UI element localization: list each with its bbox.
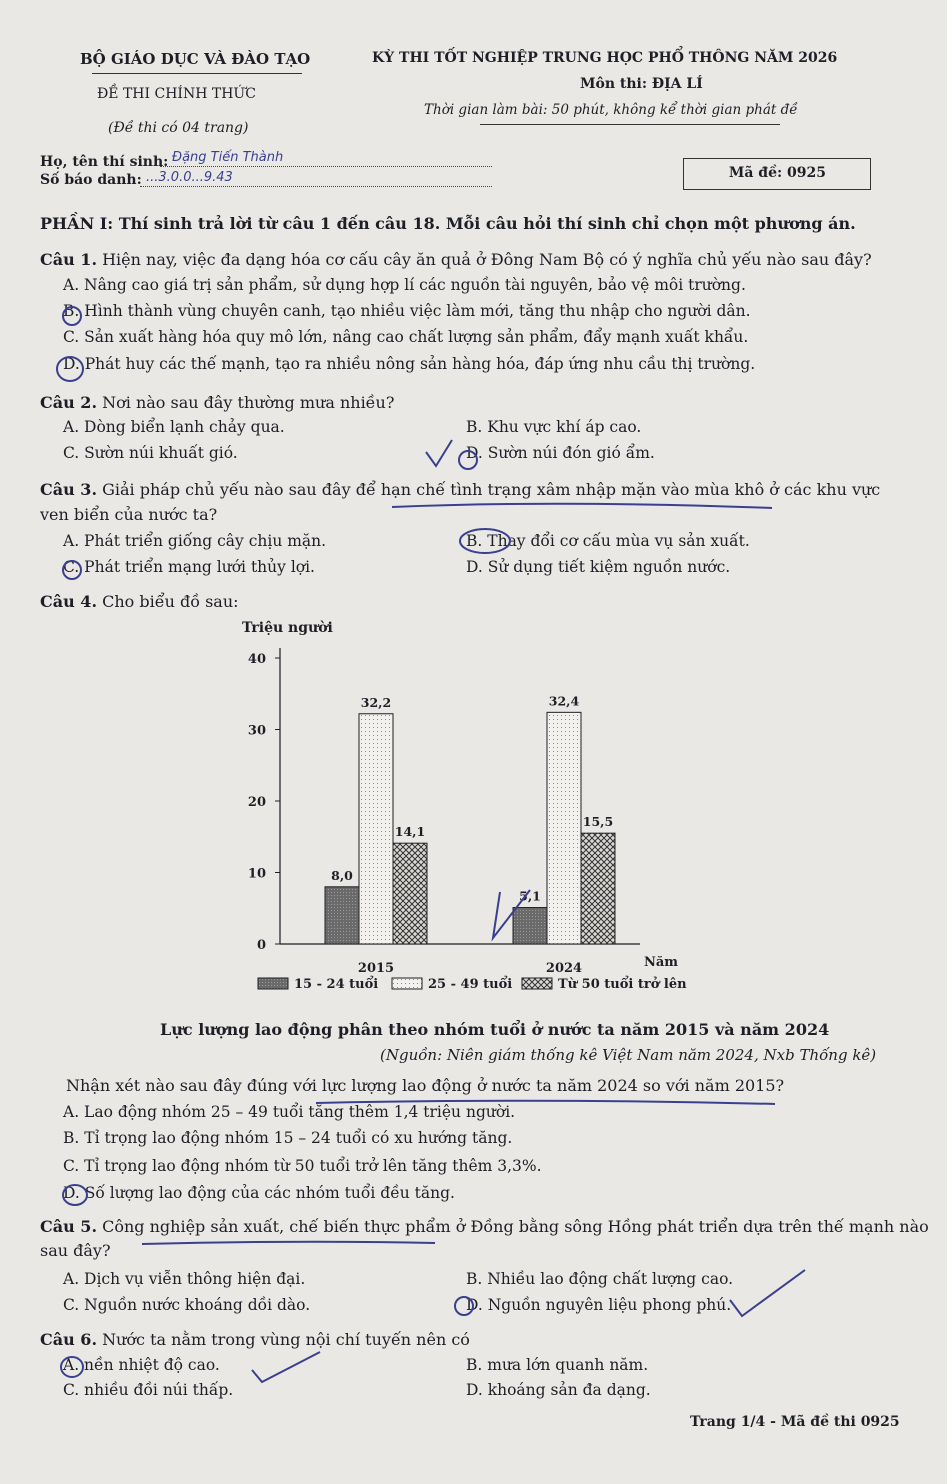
answer-circle-q4d [63,1185,87,1205]
x-tick-label: 2024 [545,961,583,976]
q4-option-a[interactable]: A. Lao động nhóm 25 – 49 tuổi tăng thêm 1,4 triệu người. [63,1103,516,1121]
exam-title: KỲ THI TỐT NGHIỆP TRUNG HỌC PHỔ THÔNG NĂM 2026 [372,50,838,66]
q6-option-a[interactable]: A. nền nhiệt độ cao. [63,1356,220,1374]
q4-option-d[interactable]: D. Số lượng lao động của các nhóm tuổi đều tăng. [63,1184,455,1202]
check-mark-chart [493,890,530,938]
q4-stem: Câu 4. Cho biểu đồ sau: [40,592,239,611]
time-note: Thời gian làm bài: 50 phút, không kể thời gian phát đề [424,102,798,118]
q5-stem-cont: sau đây? [40,1241,111,1260]
part1-heading: PHẦN I: Thí sinh trả lời từ câu 1 đến câu 18. Mỗi câu hỏi thí sinh chỉ chọn một phương án. [40,214,856,233]
q4-option-c[interactable]: C. Tỉ trọng lao động nhóm từ 50 tuổi trở lên tăng thêm 3,3%. [63,1157,542,1175]
name-handwritten: Đặng Tiến Thành [172,150,284,165]
q6-stem: Câu 6. Nước ta nằm trong vùng nội chí tuyến nên có [40,1330,470,1349]
q2-option-c[interactable]: C. Sườn núi khuất gió. [63,444,238,462]
q2-option-a[interactable]: A. Dòng biển lạnh chảy qua. [63,418,285,436]
answer-circle-q5d [455,1297,473,1315]
answer-circle-q3c [63,561,81,579]
q3-option-d[interactable]: D. Sử dụng tiết kiệm nguồn nước. [466,558,731,576]
y-axis-label: Triệu người [242,620,333,636]
y-tick-label: 30 [247,723,266,739]
check-mark-q6 [252,1352,320,1382]
q3-option-a[interactable]: A. Phát triển giống cây chịu mặn. [63,532,327,550]
data-label: 5,1 [519,888,541,904]
q1-option-d[interactable]: D. Phát huy các thế mạnh, tạo ra nhiều nông sản hàng hóa, đáp ứng nhu cầu thị trường. [63,355,756,373]
q2-option-b[interactable]: B. Khu vực khí áp cao. [466,418,642,436]
sbd-handwritten: ...3.0.0...9.43 [146,170,233,185]
q5-option-b[interactable]: B. Nhiều lao động chất lượng cao. [466,1270,734,1288]
answer-circle-q1d [57,357,83,381]
q6-option-c[interactable]: C. nhiều đồi núi thấp. [63,1381,234,1399]
chart-caption: Lực lượng lao động phân theo nhóm tuổi ở nước ta năm 2015 và năm 2024 [160,1020,830,1039]
data-label: 32,4 [548,693,580,709]
q6-option-d[interactable]: D. khoáng sản đa dạng. [466,1381,651,1399]
page-footer: Trang 1/4 - Mã đề thi 0925 [690,1414,900,1430]
data-label: 32,2 [360,694,392,710]
x-axis-label: Năm [644,955,679,970]
q1-option-a[interactable]: A. Nâng cao giá trị sản phẩm, sử dụng hợp lí các nguồn tài nguyên, bảo vệ môi trường. [63,276,746,294]
data-label: 8,0 [331,867,353,883]
answer-circle-q3b [460,529,510,553]
answer-circle-q6a [61,1357,83,1377]
y-tick-label: 20 [247,795,266,810]
legend-label: 15 - 24 tuổi [294,977,379,992]
q2-option-d[interactable]: D. Sườn núi đón gió ẩm. [466,444,655,462]
pages-note: (Đề thi có 04 trang) [108,120,249,136]
x-tick-label: 2015 [357,961,395,976]
q3-option-c[interactable]: C. Phát triển mạng lưới thủy lợi. [63,558,315,576]
check-mark-q5 [730,1270,805,1316]
underline-q4 [316,1101,775,1104]
data-label: 14,1 [394,824,426,840]
legend-label: 25 - 49 tuổi [428,977,513,992]
q5-stem: Câu 5. Công nghiệp sản xuất, chế biến thực phẩm ở Đồng bằng sông Hồng phát triển dựa trên thế mạnh nào [40,1217,929,1236]
q5-option-c[interactable]: C. Nguồn nước khoáng dồi dào. [63,1296,311,1314]
data-label: 15,5 [582,814,614,830]
name-label: Họ, tên thí sinh: [40,154,169,170]
q1-option-c[interactable]: C. Sản xuất hàng hóa quy mô lớn, nâng cao chất lượng sản phẩm, đẩy mạnh xuất khẩu. [63,328,749,346]
q3-stem-cont: ven biển của nước ta? [40,505,218,524]
q6-option-b[interactable]: B. mưa lớn quanh năm. [466,1356,649,1374]
subject: Môn thi: ĐỊA LÍ [580,76,703,92]
y-tick-label: 10 [247,866,266,882]
official-label: ĐỀ THI CHÍNH THỨC [97,86,256,102]
q2-stem: Câu 2. Nơi nào sau đây thường mưa nhiều? [40,393,395,412]
legend-label: Từ 50 tuổi trở lên [558,977,687,992]
answer-circle-q2d [459,451,477,469]
y-tick-label: 40 [247,652,266,667]
ministry-name: BỘ GIÁO DỤC VÀ ĐÀO TẠO [80,50,311,68]
q3-option-b[interactable]: B. Thay đổi cơ cấu mùa vụ sản xuất. [466,532,750,550]
underline-q5 [142,1242,435,1244]
q4-prompt: Nhận xét nào sau đây đúng với lực lượng lao động ở nước ta năm 2024 so với năm 2015? [66,1076,785,1095]
q1-option-b[interactable]: B. Hình thành vùng chuyên canh, tạo nhiều việc làm mới, tăng thu nhập cho người dân. [63,302,751,320]
sbd-label: Số báo danh: [40,172,142,188]
q5-option-d[interactable]: D. Nguồn nguyên liệu phong phú. [466,1296,732,1314]
check-mark-q2 [426,440,452,466]
underline-q3 [392,504,772,508]
exam-code: Mã đề: 0925 [728,165,826,181]
q4-option-b[interactable]: B. Tỉ trọng lao động nhóm 15 – 24 tuổi có xu hướng tăng. [63,1129,513,1147]
y-tick-label: 0 [256,938,266,953]
q3-stem: Câu 3. Giải pháp chủ yếu nào sau đây để hạn chế tình trạng xâm nhập mặn vào mùa khô ở các khu vực [40,480,881,499]
chart-source: (Nguồn: Niên giám thống kê Việt Nam năm 2024, Nxb Thống kê) [380,1046,877,1064]
q5-option-a[interactable]: A. Dịch vụ viễn thông hiện đại. [63,1270,306,1288]
answer-circle-q1b [63,307,81,325]
q1-stem: Câu 1. Hiện nay, việc đa dạng hóa cơ cấu cây ăn quả ở Đông Nam Bộ có ý nghĩa chủ yếu nào sau đây? [40,250,872,269]
